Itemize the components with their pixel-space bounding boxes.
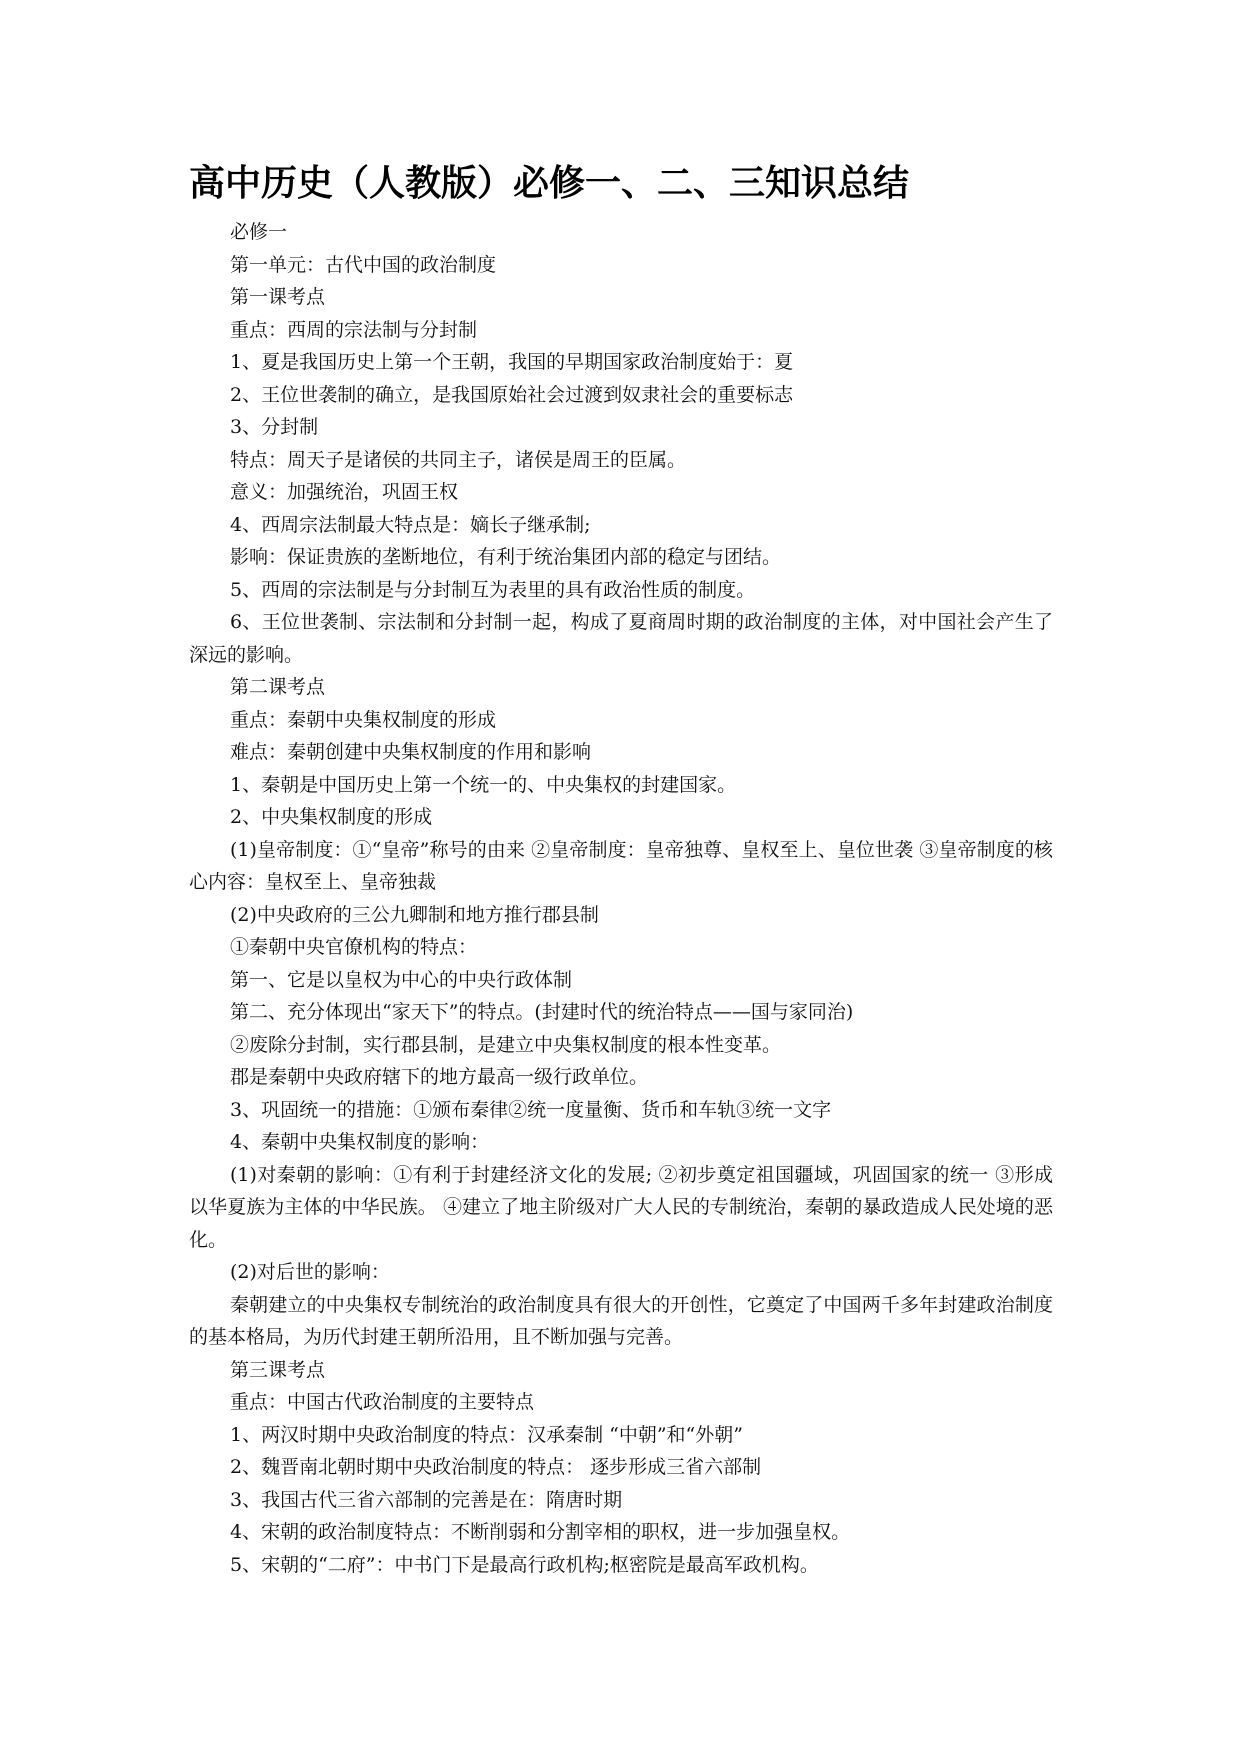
paragraph: 3、分封制 [230,416,319,438]
paragraph: 第二课考点 [230,676,326,698]
paragraph: 3、我国古代三省六部制的完善是在：隋唐时期 [230,1488,623,1511]
paragraph: (2)中央政府的三公九卿制和地方推行郡县制 [230,903,599,926]
paragraph: 2、王位世袭制的确立，是我国原始社会过渡到奴隶社会的重要标志 [230,383,794,406]
paragraph: ①秦朝中央官僚机构的特点： [230,936,478,958]
paragraph: 1、两汉时期中央政治制度的特点：汉承秦制 “中朝”和“外朝” [230,1423,743,1446]
paragraph: 4、西周宗法制最大特点是：嫡长子继承制; [230,513,591,536]
paragraph: 重点：秦朝中央集权制度的形成 [230,708,497,731]
paragraph: 5、西周的宗法制是与分封制互为表里的具有政治性质的制度。 [230,578,756,601]
paragraph: 6、王位世袭制、宗法制和分封制一起，构成了夏商周时期的政治制度的主体，对中国社会产生了深远的影响。 [189,611,1053,666]
paragraph: 影响：保证贵族的垄断地位，有利于统治集团内部的稳定与团结。 [230,546,782,568]
paragraph: 特点：周天子是诸侯的共同主子，诸侯是周王的臣属。 [230,448,687,471]
paragraph: (1)皇帝制度：①“皇帝”称号的由来 ②皇帝制度：皇帝独尊、皇权至上、皇位世袭 ③皇帝制度的核心内容：皇权至上、皇帝独裁 [189,838,1053,893]
paragraph: 1、秦朝是中国历史上第一个统一的、中央集权的封建国家。 [230,773,737,796]
paragraph: 难点：秦朝创建中央集权制度的作用和影响 [230,741,592,763]
paragraph: 郡是秦朝中央政府辖下的地方最高一级行政单位。 [230,1066,649,1088]
paragraph: 4、秦朝中央集权制度的影响： [230,1131,490,1153]
paragraph: 第一、它是以皇权为中心的中央行政体制 [230,968,573,991]
paragraph: (1)对秦朝的影响：①有利于封建经济文化的发展; ②初步奠定祖国疆域，巩固国家的统一 ③形成以华夏族为主体的中华民族。 ④建立了地主阶级对广大人民的专制统治，秦朝的暴政造成人民处境的恶化。 [189,1163,1053,1251]
paragraph: 第三课考点 [230,1358,326,1381]
paragraph: 1、夏是我国历史上第一个王朝，我国的早期国家政治制度始于：夏 [230,351,794,373]
paragraph: 第一单元：古代中国的政治制度 [230,253,497,276]
paragraph: 2、魏晋南北朝时期中央政治制度的特点： 逐步形成三省六部制 [230,1456,762,1478]
paragraph: 4、宋朝的政治制度特点：不断削弱和分割宰相的职权，进一步加强皇权。 [230,1521,851,1543]
paragraph: (2)对后世的影响： [230,1261,390,1283]
paragraph: 重点：西周的宗法制与分封制 [230,318,478,341]
paragraph: 2、中央集权制度的形成 [230,806,433,828]
paragraph: 5、宋朝的“二府”：中书门下是最高行政机构;枢密院是最高军政机构。 [230,1553,819,1576]
paragraph: 第一课考点 [230,286,326,308]
paragraph: 意义：加强统治，巩固王权 [230,481,459,503]
paragraph: 3、巩固统一的措施：①颁布秦律②统一度量衡、货币和车轨③统一文字 [230,1098,832,1121]
page-title: 高中历史（人教版）必修一、二、三知识总结 [189,162,910,204]
paragraph: 必修一 [230,221,288,243]
paragraph: 第二、充分体现出“家天下”的特点。(封建时代的统治特点——国与家同治) [230,1001,854,1023]
document-body [189,216,1053,1581]
paragraph: 重点：中国古代政治制度的主要特点 [230,1391,535,1413]
paragraph: ②废除分封制，实行郡县制，是建立中央集权制度的根本性变革。 [230,1033,782,1056]
paragraph: 秦朝建立的中央集权专制统治的政治制度具有很大的开创性，它奠定了中国两千多年封建政治制度的基本格局，为历代封建王朝所沿用，且不断加强与完善。 [189,1293,1053,1348]
